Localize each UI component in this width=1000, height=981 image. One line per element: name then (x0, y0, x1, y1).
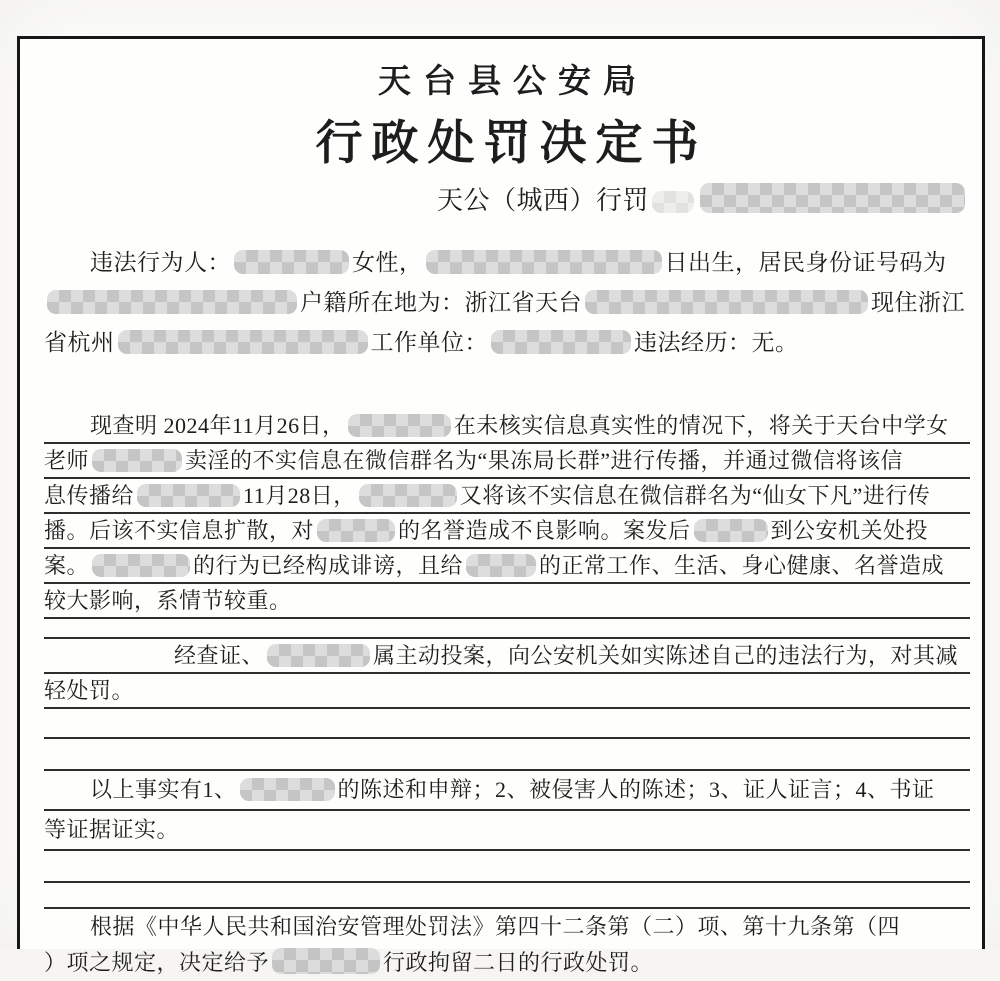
text-run: 根据《中华人民共和国治安管理处罚法》第四十二条第（二）项、第十九条第（四 (90, 914, 901, 939)
doc-line (44, 909, 970, 945)
doc-line (44, 409, 970, 444)
document-title: 行政处罚决定书 (315, 118, 708, 170)
text-run: 现查明 2024年11月26日， (90, 413, 345, 438)
text-run: 轻处罚。 (44, 678, 135, 703)
text-run: 的名誉造成不良影响。案发后 (398, 518, 691, 543)
document-number-line (44, 183, 970, 219)
text-run: 女性， (352, 250, 423, 275)
redaction-block (359, 484, 457, 507)
surrender-section (44, 639, 970, 709)
text-run: 息传播给 (44, 483, 135, 508)
doc-line (44, 811, 970, 851)
ruled-blank-line (44, 883, 970, 909)
text-run: 又将该不实信息在微信群名为“仙女下凡”进行传 (459, 483, 931, 508)
text-run: 在未核实信息真实性的情况下，将关于天台中学女 (453, 413, 949, 438)
doc-line (44, 323, 970, 363)
redaction-block (426, 250, 662, 274)
text-run: 案。 (44, 553, 90, 578)
text-run: 卖淫的不实信息在微信群名为“果冻局长群”进行传播，并通过微信将该信 (185, 448, 904, 473)
doc-line (44, 183, 970, 219)
doc-line (44, 771, 970, 811)
redaction-block (137, 484, 240, 507)
text-run: 老师 (44, 448, 90, 473)
redaction-block (92, 554, 190, 577)
text-run: 违法行为人： (90, 250, 231, 275)
text-run: 属主动投案，向公安机关如实陈述自己的违法行为，对其减 (373, 643, 959, 668)
doc-line (44, 243, 970, 283)
doc-line (44, 514, 970, 549)
decision-section (44, 909, 970, 981)
text-run: 日出生，居民身份证号码为 (664, 250, 947, 275)
evidence-section (44, 771, 970, 851)
redaction-block (118, 330, 368, 354)
doc-line (44, 283, 970, 323)
page-frame (17, 36, 985, 975)
text-run: 等证据证实。 (44, 817, 180, 842)
text-run: 现住浙江 (871, 290, 965, 315)
text-run: 较大影响，系情节较重。 (44, 588, 292, 613)
redaction-block (348, 414, 451, 437)
doc-line (44, 479, 970, 514)
text-run: 行政拘留二日的行政处罚。 (383, 950, 654, 975)
text-run: 以上事实有1、 (90, 777, 237, 802)
ruled-blank-line (44, 851, 970, 883)
doc-line (44, 674, 970, 709)
text-run: 经查证、 (174, 643, 265, 668)
redaction-block (317, 519, 395, 542)
redaction-block (585, 290, 868, 314)
text-run: 天公（城西）行罚 (436, 186, 649, 215)
text-run: 工作单位： (370, 330, 488, 355)
redaction-block (234, 250, 349, 274)
doc-line (44, 639, 970, 674)
redaction-block (466, 554, 536, 577)
text-run: 违法经历：无。 (634, 330, 799, 355)
doc-line (44, 945, 970, 981)
ruled-blank-line (44, 709, 970, 739)
redaction-block (267, 644, 370, 667)
redaction-block (47, 290, 297, 314)
redaction-block (272, 948, 380, 974)
redaction-block (652, 191, 694, 213)
doc-line (44, 549, 970, 584)
text-run: 户籍所在地为：浙江省天台 (300, 290, 582, 315)
redaction-block (700, 183, 965, 213)
text-run: 省杭州 (44, 330, 115, 355)
agency-name: 天台县公安局 (378, 64, 648, 100)
doc-line (44, 584, 970, 619)
redaction-block (491, 330, 631, 354)
text-run: 的陈述和申辩；2、被侵害人的陈述；3、证人证言；4、书证 (337, 777, 935, 802)
text-run: 的行为已经构成诽谤，且给 (193, 553, 464, 578)
redaction-block (92, 449, 182, 472)
redaction-block (240, 778, 335, 801)
text-run: ）项之规定，决定给予 (44, 950, 270, 975)
doc-line (44, 444, 970, 479)
party-paragraph (44, 243, 970, 363)
ruled-blank-line (44, 739, 970, 771)
redaction-block (694, 519, 768, 542)
text-run: 播。后该不实信息扩散，对 (44, 518, 315, 543)
text-run: 的正常工作、生活、身心健康、名誉造成 (539, 553, 945, 578)
ruled-blank-line (44, 619, 970, 639)
text-run: 到公安机关处投 (770, 518, 929, 543)
text-run: 11月28日， (243, 483, 356, 508)
facts-section (44, 409, 970, 619)
